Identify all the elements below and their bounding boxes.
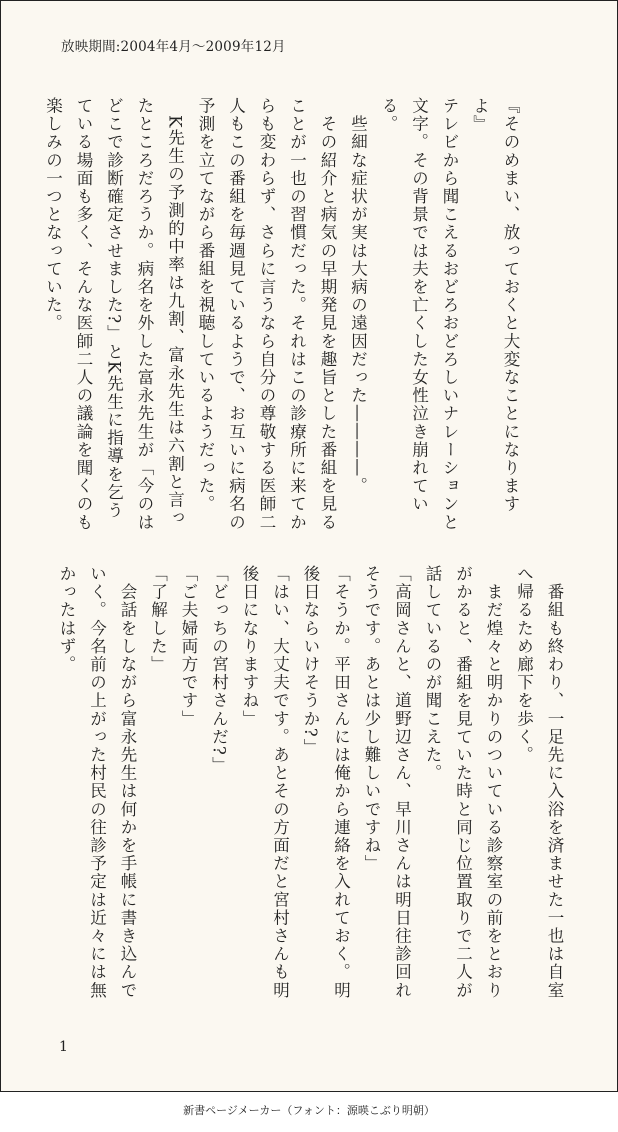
broadcast-period-header: 放映期間:2004年4月〜2009年12月 bbox=[61, 39, 286, 55]
paragraph: 『そのめまい、放っておくと大変なことになりますよ』 bbox=[470, 97, 520, 514]
dialogue-line: 「高岡さんと、道野辺さん、早川さんは明日往診回れそうです。あとは少し難しいですね」 bbox=[362, 565, 412, 1000]
paragraph: K先生の予測的中率は九割、富永先生は六割と言ったところだろうか。病名を外した富永先生が「今のはどこで診断確定させました?」とK先生に指導を乞うている場面も多く、そんな医師二人の議論を聞くのも楽しみの一つとなっていた。 bbox=[43, 97, 185, 532]
lower-text-block bbox=[51, 565, 570, 1005]
paragraph: 些細な症状が実は大病の遠因だった――――。 bbox=[348, 97, 368, 496]
upper-text-block bbox=[37, 97, 525, 537]
paragraph: その紹介と病気の早期発見を趣旨とした番組を見ることが一也の習慣だった。それはこの診療所に来てからも変わらず、さらに言うなら自分の尊敬する医師二人もこの番組を毎週見ているようで、お互いに病名の予測を立てながら番組を視聴しているようだった。 bbox=[196, 97, 337, 532]
footer-credit: 新書ページメーカー（フォント：源暎こぶり明朝） bbox=[183, 1104, 435, 1117]
dialogue-line: 「了解した」 bbox=[148, 565, 168, 674]
dialogue-line: 「ご夫婦両方です」 bbox=[179, 565, 198, 728]
dialogue-line: 「どっちの宮村さんだ?」 bbox=[209, 565, 229, 775]
page-number: 1 bbox=[59, 1039, 68, 1055]
paragraph: まだ煌々と明かりのついている診察室の前をとおりがかると、番組を見ていた時と同じ位置取りで二人が話しているのが聞こえた。 bbox=[423, 565, 503, 1000]
paragraph: 番組も終わり、一足先に入浴を済ませた一也は自室へ帰るため廊下を歩く。 bbox=[514, 565, 564, 1000]
paragraph: 会話をしながら富永先生は何かを手帳に書き込んでいく。今名前の上がった村民の往診予定は近々には無かったはず。 bbox=[57, 565, 137, 1000]
dialogue-line: 「はい、大丈夫です。あとその方面だと宮村さんも明後日になりますね」 bbox=[240, 565, 290, 1000]
paragraph: テレビから聞こえるおどろおどろしいナレーションと文字。その背景では夫を亡くした女性泣き崩れている。 bbox=[379, 97, 459, 532]
dialogue-line: 「そうか。平田さんには俺から連絡を入れておく。明後日ならいけそうか?」 bbox=[301, 565, 351, 1000]
